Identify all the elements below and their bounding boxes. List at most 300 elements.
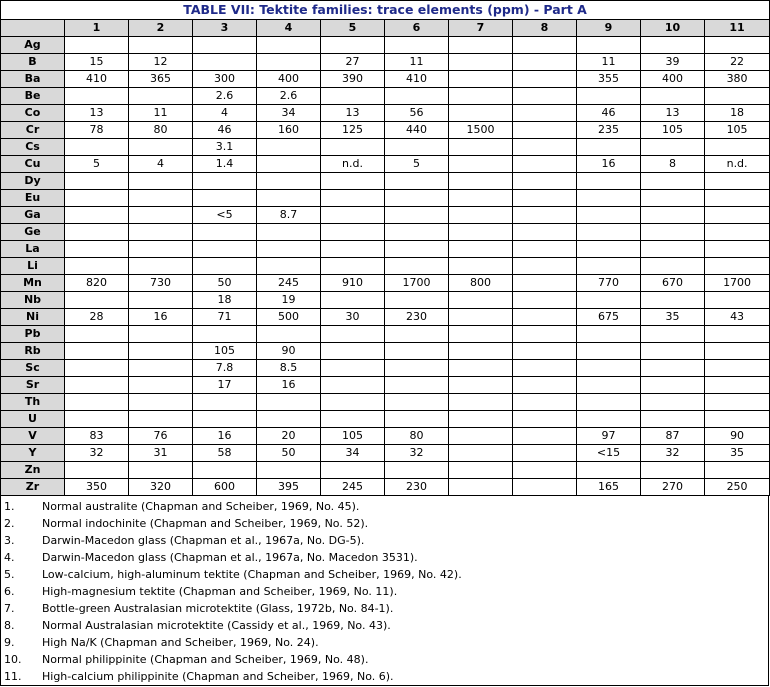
cell-th-2[interactable] bbox=[129, 394, 193, 411]
cell-sc-1[interactable] bbox=[65, 360, 129, 377]
cell-cs-4[interactable] bbox=[257, 139, 321, 156]
cell-ba-11[interactable]: 380 bbox=[705, 71, 770, 88]
cell-la-7[interactable] bbox=[449, 241, 513, 258]
cell-ba-2[interactable]: 365 bbox=[129, 71, 193, 88]
cell-cu-7[interactable] bbox=[449, 156, 513, 173]
cell-mn-6[interactable]: 1700 bbox=[385, 275, 449, 292]
cell-zr-2[interactable]: 320 bbox=[129, 479, 193, 496]
row-label-b[interactable]: B bbox=[1, 54, 65, 71]
cell-ni-4[interactable]: 500 bbox=[257, 309, 321, 326]
row-label-la[interactable]: La bbox=[1, 241, 65, 258]
column-header-11[interactable]: 11 bbox=[705, 20, 770, 37]
row-label-ag[interactable]: Ag bbox=[1, 37, 65, 54]
cell-th-9[interactable] bbox=[577, 394, 641, 411]
cell-eu-6[interactable] bbox=[385, 190, 449, 207]
cell-v-7[interactable] bbox=[449, 428, 513, 445]
cell-v-11[interactable]: 90 bbox=[705, 428, 770, 445]
cell-co-11[interactable]: 18 bbox=[705, 105, 770, 122]
cell-nb-5[interactable] bbox=[321, 292, 385, 309]
cell-co-7[interactable] bbox=[449, 105, 513, 122]
column-header-4[interactable]: 4 bbox=[257, 20, 321, 37]
row-label-cu[interactable]: Cu bbox=[1, 156, 65, 173]
cell-zr-11[interactable]: 250 bbox=[705, 479, 770, 496]
cell-mn-7[interactable]: 800 bbox=[449, 275, 513, 292]
cell-dy-3[interactable] bbox=[193, 173, 257, 190]
cell-pb-9[interactable] bbox=[577, 326, 641, 343]
row-label-cr[interactable]: Cr bbox=[1, 122, 65, 139]
cell-eu-2[interactable] bbox=[129, 190, 193, 207]
cell-dy-5[interactable] bbox=[321, 173, 385, 190]
cell-v-9[interactable]: 97 bbox=[577, 428, 641, 445]
cell-ga-11[interactable] bbox=[705, 207, 770, 224]
cell-nb-11[interactable] bbox=[705, 292, 770, 309]
cell-la-3[interactable] bbox=[193, 241, 257, 258]
cell-nb-2[interactable] bbox=[129, 292, 193, 309]
cell-co-8[interactable] bbox=[513, 105, 577, 122]
cell-ge-1[interactable] bbox=[65, 224, 129, 241]
cell-sc-2[interactable] bbox=[129, 360, 193, 377]
column-header-1[interactable]: 1 bbox=[65, 20, 129, 37]
cell-cs-9[interactable] bbox=[577, 139, 641, 156]
cell-th-10[interactable] bbox=[641, 394, 705, 411]
cell-ni-2[interactable]: 16 bbox=[129, 309, 193, 326]
row-label-co[interactable]: Co bbox=[1, 105, 65, 122]
cell-ba-1[interactable]: 410 bbox=[65, 71, 129, 88]
cell-v-3[interactable]: 16 bbox=[193, 428, 257, 445]
cell-cr-8[interactable] bbox=[513, 122, 577, 139]
row-label-nb[interactable]: Nb bbox=[1, 292, 65, 309]
cell-ag-9[interactable] bbox=[577, 37, 641, 54]
column-header-2[interactable]: 2 bbox=[129, 20, 193, 37]
cell-eu-1[interactable] bbox=[65, 190, 129, 207]
cell-ga-10[interactable] bbox=[641, 207, 705, 224]
cell-zn-5[interactable] bbox=[321, 462, 385, 479]
row-label-y[interactable]: Y bbox=[1, 445, 65, 462]
cell-y-2[interactable]: 31 bbox=[129, 445, 193, 462]
cell-cr-10[interactable]: 105 bbox=[641, 122, 705, 139]
cell-v-10[interactable]: 87 bbox=[641, 428, 705, 445]
cell-zr-5[interactable]: 245 bbox=[321, 479, 385, 496]
column-header-9[interactable]: 9 bbox=[577, 20, 641, 37]
footnote-item[interactable] bbox=[1, 634, 768, 651]
cell-la-11[interactable] bbox=[705, 241, 770, 258]
cell-y-9[interactable]: <15 bbox=[577, 445, 641, 462]
cell-ge-5[interactable] bbox=[321, 224, 385, 241]
cell-eu-10[interactable] bbox=[641, 190, 705, 207]
cell-nb-7[interactable] bbox=[449, 292, 513, 309]
cell-dy-4[interactable] bbox=[257, 173, 321, 190]
cell-y-4[interactable]: 50 bbox=[257, 445, 321, 462]
cell-ag-11[interactable] bbox=[705, 37, 770, 54]
cell-pb-5[interactable] bbox=[321, 326, 385, 343]
cell-li-10[interactable] bbox=[641, 258, 705, 275]
cell-ge-6[interactable] bbox=[385, 224, 449, 241]
cell-ba-3[interactable]: 300 bbox=[193, 71, 257, 88]
row-label-sr[interactable]: Sr bbox=[1, 377, 65, 394]
cell-ni-9[interactable]: 675 bbox=[577, 309, 641, 326]
footnote-item[interactable] bbox=[1, 498, 768, 515]
cell-ga-8[interactable] bbox=[513, 207, 577, 224]
cell-v-4[interactable]: 20 bbox=[257, 428, 321, 445]
cell-ba-7[interactable] bbox=[449, 71, 513, 88]
cell-co-5[interactable]: 13 bbox=[321, 105, 385, 122]
cell-ga-3[interactable]: <5 bbox=[193, 207, 257, 224]
cell-dy-1[interactable] bbox=[65, 173, 129, 190]
row-label-li[interactable]: Li bbox=[1, 258, 65, 275]
cell-b-11[interactable]: 22 bbox=[705, 54, 770, 71]
cell-eu-11[interactable] bbox=[705, 190, 770, 207]
cell-be-7[interactable] bbox=[449, 88, 513, 105]
cell-cu-6[interactable]: 5 bbox=[385, 156, 449, 173]
cell-rb-2[interactable] bbox=[129, 343, 193, 360]
cell-zn-3[interactable] bbox=[193, 462, 257, 479]
row-label-cs[interactable]: Cs bbox=[1, 139, 65, 156]
cell-u-11[interactable] bbox=[705, 411, 770, 428]
cell-zr-10[interactable]: 270 bbox=[641, 479, 705, 496]
cell-zr-4[interactable]: 395 bbox=[257, 479, 321, 496]
cell-ni-6[interactable]: 230 bbox=[385, 309, 449, 326]
cell-cs-1[interactable] bbox=[65, 139, 129, 156]
row-label-zn[interactable]: Zn bbox=[1, 462, 65, 479]
cell-ge-9[interactable] bbox=[577, 224, 641, 241]
cell-zn-9[interactable] bbox=[577, 462, 641, 479]
cell-zn-2[interactable] bbox=[129, 462, 193, 479]
cell-eu-7[interactable] bbox=[449, 190, 513, 207]
cell-cr-2[interactable]: 80 bbox=[129, 122, 193, 139]
footnote-item[interactable] bbox=[1, 651, 768, 668]
cell-li-1[interactable] bbox=[65, 258, 129, 275]
cell-y-11[interactable]: 35 bbox=[705, 445, 770, 462]
cell-dy-9[interactable] bbox=[577, 173, 641, 190]
cell-li-11[interactable] bbox=[705, 258, 770, 275]
cell-zr-3[interactable]: 600 bbox=[193, 479, 257, 496]
cell-mn-2[interactable]: 730 bbox=[129, 275, 193, 292]
cell-ni-8[interactable] bbox=[513, 309, 577, 326]
cell-be-4[interactable]: 2.6 bbox=[257, 88, 321, 105]
cell-cs-8[interactable] bbox=[513, 139, 577, 156]
cell-zr-8[interactable] bbox=[513, 479, 577, 496]
cell-la-8[interactable] bbox=[513, 241, 577, 258]
cell-ag-3[interactable] bbox=[193, 37, 257, 54]
cell-zn-11[interactable] bbox=[705, 462, 770, 479]
cell-sc-6[interactable] bbox=[385, 360, 449, 377]
cell-sr-8[interactable] bbox=[513, 377, 577, 394]
cell-b-7[interactable] bbox=[449, 54, 513, 71]
cell-dy-7[interactable] bbox=[449, 173, 513, 190]
cell-cr-7[interactable]: 1500 bbox=[449, 122, 513, 139]
cell-dy-6[interactable] bbox=[385, 173, 449, 190]
cell-sc-5[interactable] bbox=[321, 360, 385, 377]
column-header-5[interactable]: 5 bbox=[321, 20, 385, 37]
cell-cu-4[interactable] bbox=[257, 156, 321, 173]
footnote-item[interactable] bbox=[1, 600, 768, 617]
column-header-8[interactable]: 8 bbox=[513, 20, 577, 37]
cell-b-2[interactable]: 12 bbox=[129, 54, 193, 71]
cell-u-9[interactable] bbox=[577, 411, 641, 428]
cell-be-9[interactable] bbox=[577, 88, 641, 105]
row-label-ge[interactable]: Ge bbox=[1, 224, 65, 241]
cell-pb-10[interactable] bbox=[641, 326, 705, 343]
cell-sc-9[interactable] bbox=[577, 360, 641, 377]
cell-th-3[interactable] bbox=[193, 394, 257, 411]
cell-sr-6[interactable] bbox=[385, 377, 449, 394]
cell-ag-10[interactable] bbox=[641, 37, 705, 54]
cell-ag-5[interactable] bbox=[321, 37, 385, 54]
cell-nb-10[interactable] bbox=[641, 292, 705, 309]
cell-be-2[interactable] bbox=[129, 88, 193, 105]
cell-li-3[interactable] bbox=[193, 258, 257, 275]
cell-v-6[interactable]: 80 bbox=[385, 428, 449, 445]
cell-be-5[interactable] bbox=[321, 88, 385, 105]
cell-ag-6[interactable] bbox=[385, 37, 449, 54]
cell-u-5[interactable] bbox=[321, 411, 385, 428]
cell-dy-10[interactable] bbox=[641, 173, 705, 190]
cell-ga-5[interactable] bbox=[321, 207, 385, 224]
cell-be-10[interactable] bbox=[641, 88, 705, 105]
cell-u-6[interactable] bbox=[385, 411, 449, 428]
cell-cs-11[interactable] bbox=[705, 139, 770, 156]
cell-mn-10[interactable]: 670 bbox=[641, 275, 705, 292]
cell-mn-8[interactable] bbox=[513, 275, 577, 292]
cell-ag-4[interactable] bbox=[257, 37, 321, 54]
cell-mn-5[interactable]: 910 bbox=[321, 275, 385, 292]
cell-pb-6[interactable] bbox=[385, 326, 449, 343]
cell-rb-6[interactable] bbox=[385, 343, 449, 360]
cell-cr-4[interactable]: 160 bbox=[257, 122, 321, 139]
cell-b-4[interactable] bbox=[257, 54, 321, 71]
cell-u-7[interactable] bbox=[449, 411, 513, 428]
cell-dy-8[interactable] bbox=[513, 173, 577, 190]
cell-th-5[interactable] bbox=[321, 394, 385, 411]
cell-dy-2[interactable] bbox=[129, 173, 193, 190]
cell-la-1[interactable] bbox=[65, 241, 129, 258]
cell-cu-5[interactable]: n.d. bbox=[321, 156, 385, 173]
cell-ge-10[interactable] bbox=[641, 224, 705, 241]
cell-co-4[interactable]: 34 bbox=[257, 105, 321, 122]
cell-u-1[interactable] bbox=[65, 411, 129, 428]
column-header-10[interactable]: 10 bbox=[641, 20, 705, 37]
cell-v-1[interactable]: 83 bbox=[65, 428, 129, 445]
cell-pb-7[interactable] bbox=[449, 326, 513, 343]
row-label-mn[interactable]: Mn bbox=[1, 275, 65, 292]
cell-zr-9[interactable]: 165 bbox=[577, 479, 641, 496]
cell-la-5[interactable] bbox=[321, 241, 385, 258]
cell-ag-1[interactable] bbox=[65, 37, 129, 54]
cell-la-6[interactable] bbox=[385, 241, 449, 258]
cell-rb-8[interactable] bbox=[513, 343, 577, 360]
cell-co-1[interactable]: 13 bbox=[65, 105, 129, 122]
cell-cu-9[interactable]: 16 bbox=[577, 156, 641, 173]
footnote-item[interactable] bbox=[1, 532, 768, 549]
cell-ba-4[interactable]: 400 bbox=[257, 71, 321, 88]
cell-pb-3[interactable] bbox=[193, 326, 257, 343]
cell-u-10[interactable] bbox=[641, 411, 705, 428]
cell-ga-7[interactable] bbox=[449, 207, 513, 224]
footnote-item[interactable] bbox=[1, 583, 768, 600]
cell-li-2[interactable] bbox=[129, 258, 193, 275]
cell-co-6[interactable]: 56 bbox=[385, 105, 449, 122]
row-label-ni[interactable]: Ni bbox=[1, 309, 65, 326]
cell-cs-3[interactable]: 3.1 bbox=[193, 139, 257, 156]
footnote-item[interactable] bbox=[1, 515, 768, 532]
cell-ni-1[interactable]: 28 bbox=[65, 309, 129, 326]
cell-ni-10[interactable]: 35 bbox=[641, 309, 705, 326]
cell-th-7[interactable] bbox=[449, 394, 513, 411]
cell-th-4[interactable] bbox=[257, 394, 321, 411]
cell-co-3[interactable]: 4 bbox=[193, 105, 257, 122]
cell-b-5[interactable]: 27 bbox=[321, 54, 385, 71]
cell-cs-10[interactable] bbox=[641, 139, 705, 156]
cell-la-4[interactable] bbox=[257, 241, 321, 258]
cell-y-7[interactable] bbox=[449, 445, 513, 462]
cell-li-8[interactable] bbox=[513, 258, 577, 275]
cell-ga-2[interactable] bbox=[129, 207, 193, 224]
cell-co-9[interactable]: 46 bbox=[577, 105, 641, 122]
cell-b-1[interactable]: 15 bbox=[65, 54, 129, 71]
column-header-7[interactable]: 7 bbox=[449, 20, 513, 37]
cell-be-3[interactable]: 2.6 bbox=[193, 88, 257, 105]
cell-rb-9[interactable] bbox=[577, 343, 641, 360]
footnote-item[interactable] bbox=[1, 668, 768, 685]
cell-be-8[interactable] bbox=[513, 88, 577, 105]
cell-be-11[interactable] bbox=[705, 88, 770, 105]
cell-b-10[interactable]: 39 bbox=[641, 54, 705, 71]
cell-cu-3[interactable]: 1.4 bbox=[193, 156, 257, 173]
cell-ba-8[interactable] bbox=[513, 71, 577, 88]
cell-y-6[interactable]: 32 bbox=[385, 445, 449, 462]
cell-eu-8[interactable] bbox=[513, 190, 577, 207]
cell-rb-5[interactable] bbox=[321, 343, 385, 360]
cell-li-6[interactable] bbox=[385, 258, 449, 275]
cell-mn-9[interactable]: 770 bbox=[577, 275, 641, 292]
cell-sr-7[interactable] bbox=[449, 377, 513, 394]
cell-sc-10[interactable] bbox=[641, 360, 705, 377]
cell-y-1[interactable]: 32 bbox=[65, 445, 129, 462]
row-label-pb[interactable]: Pb bbox=[1, 326, 65, 343]
cell-mn-4[interactable]: 245 bbox=[257, 275, 321, 292]
cell-co-2[interactable]: 11 bbox=[129, 105, 193, 122]
cell-sr-4[interactable]: 16 bbox=[257, 377, 321, 394]
column-header-3[interactable]: 3 bbox=[193, 20, 257, 37]
cell-cs-5[interactable] bbox=[321, 139, 385, 156]
cell-sc-7[interactable] bbox=[449, 360, 513, 377]
cell-u-2[interactable] bbox=[129, 411, 193, 428]
cell-ag-2[interactable] bbox=[129, 37, 193, 54]
row-label-v[interactable]: V bbox=[1, 428, 65, 445]
cell-dy-11[interactable] bbox=[705, 173, 770, 190]
cell-mn-11[interactable]: 1700 bbox=[705, 275, 770, 292]
cell-mn-3[interactable]: 50 bbox=[193, 275, 257, 292]
cell-cu-1[interactable]: 5 bbox=[65, 156, 129, 173]
cell-mn-1[interactable]: 820 bbox=[65, 275, 129, 292]
cell-zn-7[interactable] bbox=[449, 462, 513, 479]
cell-eu-9[interactable] bbox=[577, 190, 641, 207]
cell-sc-8[interactable] bbox=[513, 360, 577, 377]
cell-zr-7[interactable] bbox=[449, 479, 513, 496]
cell-ag-7[interactable] bbox=[449, 37, 513, 54]
cell-la-9[interactable] bbox=[577, 241, 641, 258]
cell-ge-4[interactable] bbox=[257, 224, 321, 241]
cell-u-4[interactable] bbox=[257, 411, 321, 428]
cell-cu-11[interactable]: n.d. bbox=[705, 156, 770, 173]
cell-ni-3[interactable]: 71 bbox=[193, 309, 257, 326]
cell-cr-11[interactable]: 105 bbox=[705, 122, 770, 139]
footnote-item[interactable] bbox=[1, 549, 768, 566]
cell-ge-11[interactable] bbox=[705, 224, 770, 241]
cell-th-11[interactable] bbox=[705, 394, 770, 411]
cell-pb-8[interactable] bbox=[513, 326, 577, 343]
cell-ga-6[interactable] bbox=[385, 207, 449, 224]
cell-v-2[interactable]: 76 bbox=[129, 428, 193, 445]
cell-zn-4[interactable] bbox=[257, 462, 321, 479]
row-label-zr[interactable]: Zr bbox=[1, 479, 65, 496]
cell-cs-6[interactable] bbox=[385, 139, 449, 156]
cell-sr-1[interactable] bbox=[65, 377, 129, 394]
cell-cr-6[interactable]: 440 bbox=[385, 122, 449, 139]
cell-nb-9[interactable] bbox=[577, 292, 641, 309]
cell-sc-4[interactable]: 8.5 bbox=[257, 360, 321, 377]
row-label-ga[interactable]: Ga bbox=[1, 207, 65, 224]
cell-rb-11[interactable] bbox=[705, 343, 770, 360]
cell-cr-9[interactable]: 235 bbox=[577, 122, 641, 139]
cell-la-2[interactable] bbox=[129, 241, 193, 258]
cell-cr-3[interactable]: 46 bbox=[193, 122, 257, 139]
cell-ge-8[interactable] bbox=[513, 224, 577, 241]
cell-ba-9[interactable]: 355 bbox=[577, 71, 641, 88]
cell-pb-2[interactable] bbox=[129, 326, 193, 343]
cell-sr-11[interactable] bbox=[705, 377, 770, 394]
cell-zr-1[interactable]: 350 bbox=[65, 479, 129, 496]
cell-rb-7[interactable] bbox=[449, 343, 513, 360]
cell-ni-7[interactable] bbox=[449, 309, 513, 326]
cell-y-10[interactable]: 32 bbox=[641, 445, 705, 462]
cell-sr-3[interactable]: 17 bbox=[193, 377, 257, 394]
cell-cu-10[interactable]: 8 bbox=[641, 156, 705, 173]
cell-rb-1[interactable] bbox=[65, 343, 129, 360]
cell-nb-8[interactable] bbox=[513, 292, 577, 309]
cell-ge-2[interactable] bbox=[129, 224, 193, 241]
cell-cs-7[interactable] bbox=[449, 139, 513, 156]
cell-la-10[interactable] bbox=[641, 241, 705, 258]
cell-pb-11[interactable] bbox=[705, 326, 770, 343]
cell-be-1[interactable] bbox=[65, 88, 129, 105]
cell-ga-9[interactable] bbox=[577, 207, 641, 224]
cell-ni-5[interactable]: 30 bbox=[321, 309, 385, 326]
footnote-item[interactable] bbox=[1, 617, 768, 634]
cell-zn-6[interactable] bbox=[385, 462, 449, 479]
cell-zn-10[interactable] bbox=[641, 462, 705, 479]
cell-b-3[interactable] bbox=[193, 54, 257, 71]
cell-nb-1[interactable] bbox=[65, 292, 129, 309]
cell-eu-5[interactable] bbox=[321, 190, 385, 207]
cell-y-8[interactable] bbox=[513, 445, 577, 462]
cell-nb-6[interactable] bbox=[385, 292, 449, 309]
cell-th-6[interactable] bbox=[385, 394, 449, 411]
cell-th-1[interactable] bbox=[65, 394, 129, 411]
cell-b-8[interactable] bbox=[513, 54, 577, 71]
cell-eu-4[interactable] bbox=[257, 190, 321, 207]
cell-ga-4[interactable]: 8.7 bbox=[257, 207, 321, 224]
cell-ba-6[interactable]: 410 bbox=[385, 71, 449, 88]
cell-co-10[interactable]: 13 bbox=[641, 105, 705, 122]
row-label-ba[interactable]: Ba bbox=[1, 71, 65, 88]
cell-eu-3[interactable] bbox=[193, 190, 257, 207]
row-label-be[interactable]: Be bbox=[1, 88, 65, 105]
row-label-th[interactable]: Th bbox=[1, 394, 65, 411]
cell-rb-3[interactable]: 105 bbox=[193, 343, 257, 360]
cell-ni-11[interactable]: 43 bbox=[705, 309, 770, 326]
cell-b-9[interactable]: 11 bbox=[577, 54, 641, 71]
